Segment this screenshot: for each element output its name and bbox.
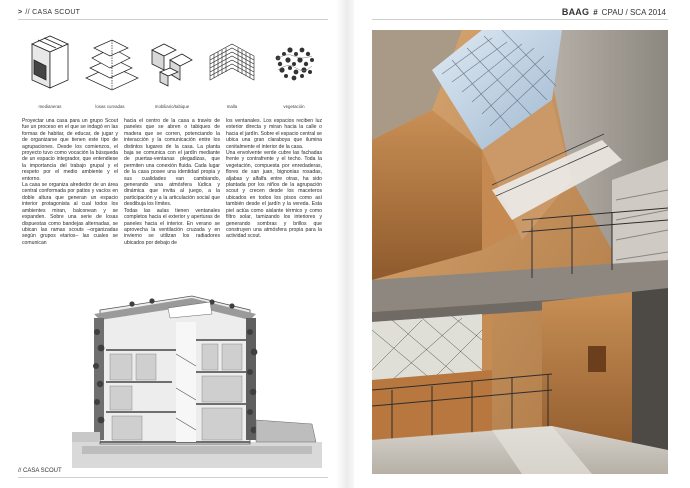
- interior-photo-illustration: [372, 30, 668, 474]
- section-header: [18, 9, 80, 16]
- header-rule-left: [18, 19, 328, 20]
- malla-icon: [204, 30, 260, 96]
- section-title: // CASA SCOUT: [25, 9, 81, 16]
- medianeras-icon: [24, 30, 76, 96]
- header-rule-right: [372, 19, 668, 20]
- diagram-medianeras: [22, 30, 78, 116]
- text-column-2: [124, 118, 220, 246]
- concept-diagrams: [22, 30, 328, 116]
- interior-photo: [372, 30, 668, 474]
- text-column-3: [226, 118, 322, 240]
- arrow-icon: >: [18, 9, 23, 16]
- page-gutter: [336, 0, 354, 488]
- diagram-caption: vegetación: [283, 104, 305, 109]
- publication-label: CPAU / SCA 2014: [601, 7, 666, 17]
- section-illustration: [72, 292, 322, 468]
- diagram-losas: [82, 30, 138, 116]
- footer-title: // CASA SCOUT: [18, 468, 62, 474]
- paragraph: Proyectar una casa para un grupo Scout fue un proceso en el que se indagó en las formas de habitar, de educar, de jugar y de organizarse que tienen este tipo de agrupaciones. Desde los comienzos, el proyecto tuvo como vocación la búsqueda de un espacio integrador, que entendiese la importancia del trabajo grupal y el respeto por el medio ambiente y el entorno. La casa se organiza alrededor de un área central conformada por patios y vacíos en doble altura que generan un espacio interior protagonista al cual todos los ambientes miran, balconean y se expanden. Sobre una serie de losas dispuestas como bandejas alternadas, se ubican las ramas scouts –organizadas según grupos etarios– las cuales se comunican: [22, 118, 118, 246]
- paragraph: hacia el centro de la casa a través de paneles que se abren o tabiques de madera que se corren, potenciando la interacción y la comunicación entre los distintos lugares de la casa. La planta baja se comunica con el jardín mediante de puertas-ventanas plegadizas, que permiten una conexión fluida. Cada lugar de la casa posee una identidad propia y sus cualidades van cambiando, generando una atmósfera lúdica y dinámica que invita al juego, a la participación y a la articulación social que desdibuja los límites. Todas las aulas tienen ventanales completos hacia el exterior y aperturas de paneles hacia el interior. En verano se aprovecha la ventilación cruzada y en invierno se utilizan los radiadores ubicados por debajo de: [124, 118, 220, 246]
- publication-header: [562, 7, 666, 17]
- building-section-drawing: [72, 292, 322, 468]
- brand-logo: BAAG: [561, 7, 590, 17]
- text-column-1: [22, 118, 118, 246]
- diagram-caption: mobiliario/tabique: [154, 104, 190, 109]
- paragraph: los ventanales. Los espacios reciben luz exterior directa y miran hacia la calle o hacia el jardín. Sobre el espacio central se ubica una gran claraboya que ilumina cenitalmente el interior de la casa. Una envolvente verde cubre las fachadas frente y contrafrente y el techo. Toda la vegetación, compuesta por enredaderas, flores de san juan, bignonias rosadas, aljabas y alfalfa entre otras, ha sido plantada por los niños de la agrupación scout y crecen desde los maceteros ubicados en todos los pisos como así también desde el jardín y la vereda. Esta piel actúa como aislante térmico y como filtro solar, tamizando los interiores y generando sombras y brillos que construyen una atmósfera propia para la actividad scout.: [226, 118, 322, 240]
- vegetacion-icon: [266, 30, 322, 96]
- diagram-malla: [204, 30, 260, 116]
- diagram-caption: malla: [226, 104, 238, 109]
- diagram-vegetacion: [266, 30, 322, 116]
- body-text: [22, 118, 328, 278]
- footer-label: [18, 468, 62, 474]
- hash-mark: #: [593, 7, 598, 17]
- diagram-mobiliario: [144, 30, 200, 116]
- footer-rule-left: [18, 477, 328, 478]
- diagram-caption: losas curvadas: [95, 104, 125, 109]
- diagram-caption: medianeras: [38, 104, 62, 109]
- mobiliario-icon: [146, 30, 198, 96]
- losas-icon: [82, 30, 142, 96]
